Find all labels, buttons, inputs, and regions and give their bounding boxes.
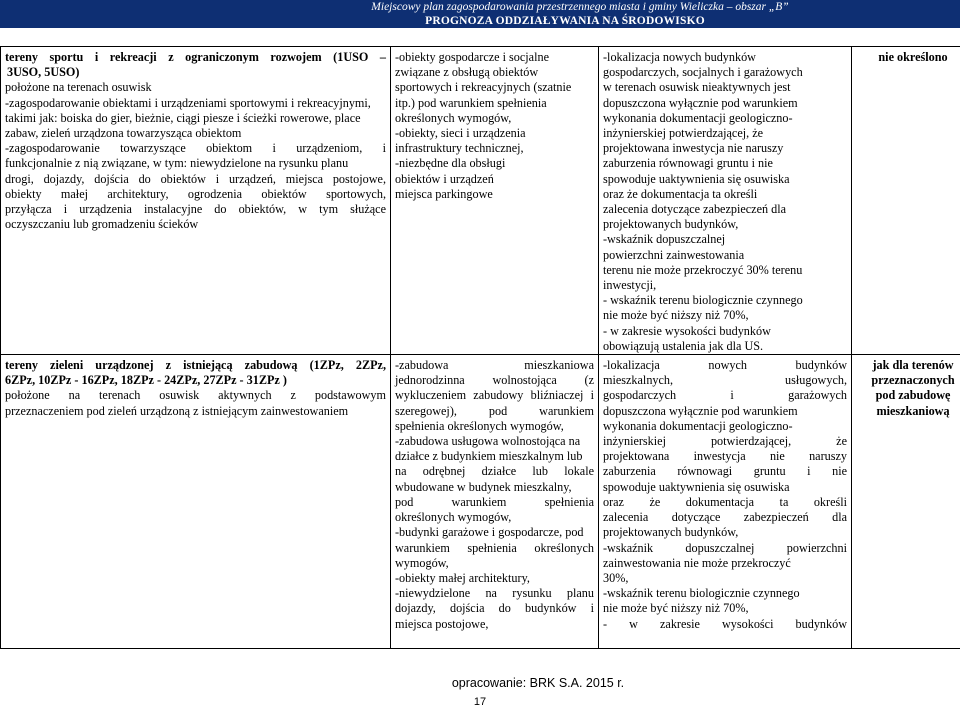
allowed-function-line: -zabudowa usługowa wolnostojąca na (395, 434, 594, 449)
allowed-function-line: na odrębnej działce lub lokale (395, 464, 594, 479)
condition-line: spowoduje uaktywnienia się osuwiska (603, 172, 847, 187)
condition-line: inwestycji, (603, 278, 847, 293)
condition-line: oraz że dokumentacja ta określi (603, 187, 847, 202)
condition-line: terenu nie może przekroczyć 30% terenu (603, 263, 847, 278)
condition-line: -lokalizacja nowych budynków (603, 50, 847, 65)
land-use-text-line: drogi, dojazdy, dojścia do obiektów i urządzeń, miejsca postojowe, (5, 172, 386, 187)
condition-line: gospodarczych, socjalnych i garażowych (603, 65, 847, 80)
allowed-function-line: -zabudowa mieszkaniowa (395, 358, 594, 373)
allowed-function-line: miejsca postojowe, (395, 617, 594, 632)
condition-line: zaburzenia równowagi gruntu i nie (603, 464, 847, 479)
allowed-function-line: -obiekty, sieci i urządzenia (395, 126, 594, 141)
regulations-table (0, 46, 960, 649)
condition-line: - w zakresie wysokości budynków (603, 617, 847, 632)
land-use-text-line: obiekty małej architektury, ogrodzenia obiektów sportowych, (5, 187, 386, 202)
condition-line: spowoduje uaktywnienia się osuwiska (603, 480, 847, 495)
allowed-function-line: wykluczeniem zabudowy bliźniaczej i (395, 388, 594, 403)
condition-line: zalecenia dotyczące zabezpieczeń dla (603, 510, 847, 525)
land-use-text-line: funkcjonalnie z nią związane, w tym: niewydzielone na rysunku planu (5, 156, 386, 171)
condition-line: - wskaźnik terenu biologicznie czynnego (603, 293, 847, 308)
allowed-function-line: warunkiem spełnienia określonych (395, 541, 594, 556)
condition-line: projektowanych budynków, (603, 217, 847, 232)
condition-line: gospodarczych i garażowych (603, 388, 847, 403)
allowed-function-line: określonych wymogów, (395, 510, 594, 525)
allowed-function-line: itp.) pod warunkiem spełnienia (395, 96, 594, 111)
land-use-text-line: takimi jak: boiska do gier, bieżnie, ciągi piesze i ścieżki rowerowe, place (5, 111, 386, 126)
condition-line: zaburzenia równowagi gruntu i nie (603, 156, 847, 171)
table-row (1, 47, 960, 355)
allowed-function-line: wymogów, (395, 556, 594, 571)
land-use-text-line: przeznaczeniem pod zieleń urządzoną z istniejącym zainwestowaniem (5, 404, 386, 419)
land-use-text-line: położone na terenach osuwisk (5, 80, 386, 95)
allowed-function-line: jednorodzinna wolnostojąca (z (395, 373, 594, 388)
land-use-text-line: położone na terenach osuwisk aktywnych z podstawowym (5, 388, 386, 403)
allowed-function-line: -obiekty gospodarcze i socjalne (395, 50, 594, 65)
allowed-function-line: związane z obsługą obiektów (395, 65, 594, 80)
remark-line: pod zabudowę (856, 388, 960, 403)
condition-line: inżynierskiej potwierdzającej, że (603, 126, 847, 141)
allowed-function-line: -budynki garażowe i gospodarcze, pod (395, 525, 594, 540)
allowed-function-line: określonych wymogów, (395, 111, 594, 126)
allowed-function-line: wbudowane w budynek mieszkalny, (395, 480, 594, 495)
allowed-function-line: działce z budynkiem mieszkalnym lub (395, 449, 594, 464)
cell-land-use (1, 355, 391, 649)
document-header-title (0, 0, 960, 14)
condition-line: projektowana inwestycja nie naruszy (603, 449, 847, 464)
land-use-title-line: tereny zieleni urządzonej z istniejącą zabudową (1ZPz, 2ZPz, (5, 358, 386, 373)
land-use-text-line: oczyszczaniu lub gromadzeniu ścieków (5, 217, 386, 232)
footer-text: opracowanie: BRK S.A. 2015 r. (452, 676, 624, 690)
land-use-title-line: 6ZPz, 10ZPz - 16ZPz, 18ZPz - 24ZPz, 27ZPz - 31ZPz ) (5, 373, 386, 388)
condition-line: mieszkalnych, usługowych, (603, 373, 847, 388)
land-use-text-line: przyłącza i urządzenia instalacyjne do obiektów, w tym służące (5, 202, 386, 217)
allowed-function-line: -niezbędne dla obsługi (395, 156, 594, 171)
cell-allowed-functions (391, 355, 599, 649)
allowed-function-line: pod warunkiem spełnienia (395, 495, 594, 510)
condition-line: -lokalizacja nowych budynków (603, 358, 847, 373)
cell-conditions (599, 355, 852, 649)
header-line2: PROGNOZA ODDZIAŁYWANIA NA ŚRODOWISKO (0, 14, 960, 28)
allowed-function-line: -niewydzielone na rysunku planu (395, 586, 594, 601)
condition-line: -wskaźnik dopuszczalnej powierzchni (603, 541, 847, 556)
allowed-function-line: spełnienia określonych wymogów, (395, 419, 594, 434)
condition-line: - w zakresie wysokości budynków (603, 324, 847, 339)
condition-line: nie może być niższy niż 70%, (603, 601, 847, 616)
cell-conditions (599, 47, 852, 355)
footer-credit (0, 676, 960, 690)
land-use-text-line: zabaw, zieleń urządzona towarzysząca obiektom (5, 126, 386, 141)
condition-line: wykonania dokumentacji geologiczno- (603, 111, 847, 126)
remark-line: przeznaczonych (856, 373, 960, 388)
condition-line: wykonania dokumentacji geologiczno- (603, 419, 847, 434)
land-use-text-line: -zagospodarowanie towarzyszące obiektom i urządzeniom, i (5, 141, 386, 156)
land-use-title-line: 3USO, 5USO) (5, 65, 386, 80)
condition-line: inżynierskiej potwierdzającej, że (603, 434, 847, 449)
allowed-function-line: sportowych i rekreacyjnych (szatnie (395, 80, 594, 95)
allowed-function-line: obiektów i urządzeń (395, 172, 594, 187)
condition-line: projektowanych budynków, (603, 525, 847, 540)
cell-allowed-functions (391, 47, 599, 355)
condition-line: 30%, (603, 571, 847, 586)
condition-line: dopuszczona wyłącznie pod warunkiem (603, 404, 847, 419)
condition-line: w terenach osuwisk nieaktywnych jest (603, 80, 847, 95)
page-number: 17 (0, 696, 960, 708)
cell-land-use (1, 47, 391, 355)
allowed-function-line: dojazdy, dojścia do budynków i (395, 601, 594, 616)
condition-line: zainwestowania nie może przekroczyć (603, 556, 847, 571)
document-header-subtitle (0, 14, 960, 28)
remark-line: mieszkaniową (856, 404, 960, 419)
land-use-text-line: -zagospodarowanie obiektami i urządzeniami sportowymi i rekreacyjnymi, (5, 96, 386, 111)
land-use-title-line: tereny sportu i rekreacji z ograniczonym rozwojem (1USO – (5, 50, 386, 65)
condition-line: oraz że dokumentacja ta określi (603, 495, 847, 510)
condition-line: -wskaźnik terenu biologicznie czynnego (603, 586, 847, 601)
table-row (1, 355, 960, 649)
condition-line: dopuszczona wyłącznie pod warunkiem (603, 96, 847, 111)
condition-line: obowiązują ustalenia jak dla US. (603, 339, 847, 354)
cell-remarks (852, 47, 960, 355)
cell-remarks (852, 355, 960, 649)
condition-line: nie może być niższy niż 70%, (603, 308, 847, 323)
condition-line: powierzchni zainwestowania (603, 248, 847, 263)
condition-line: -wskaźnik dopuszczalnej (603, 232, 847, 247)
allowed-function-line: miejsca parkingowe (395, 187, 594, 202)
allowed-function-line: infrastruktury technicznej, (395, 141, 594, 156)
remark-line: nie określono (856, 50, 960, 65)
remark-line: jak dla terenów (856, 358, 960, 373)
condition-line: projektowana inwestycja nie naruszy (603, 141, 847, 156)
condition-line: zalecenia dotyczące zabezpieczeń dla (603, 202, 847, 217)
header-line1: Miejscowy plan zagospodarowania przestrzennego miasta i gminy Wieliczka – obszar „B” (0, 0, 960, 14)
allowed-function-line: szeregowej), pod warunkiem (395, 404, 594, 419)
allowed-function-line: -obiekty małej architektury, (395, 571, 594, 586)
